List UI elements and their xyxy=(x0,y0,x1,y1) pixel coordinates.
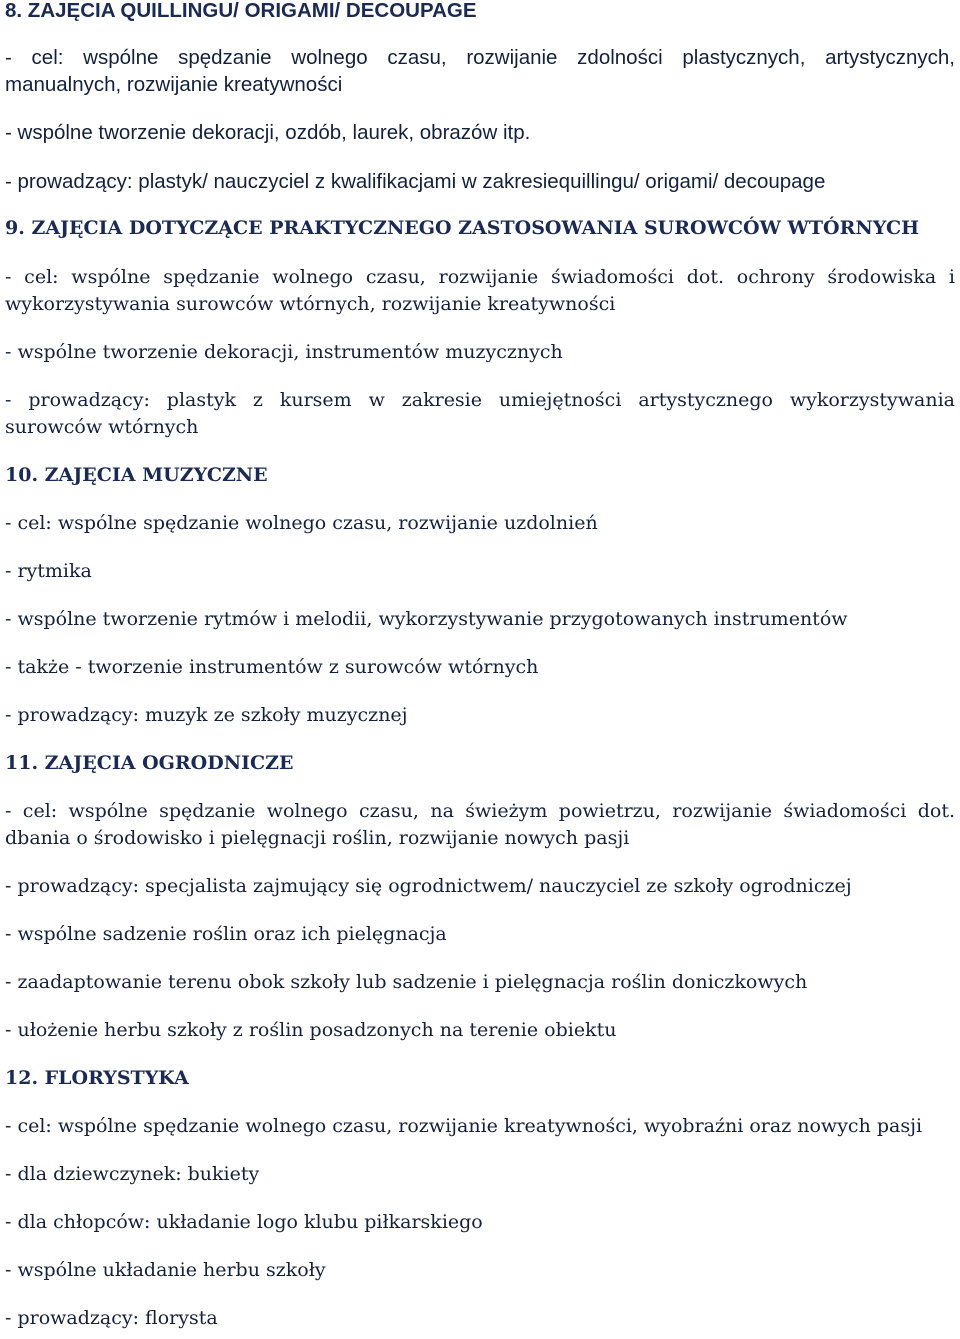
section-10-goal: - cel: wspólne spędzanie wolnego czasu, rozwijanie uzdolnień xyxy=(5,512,598,534)
section-10-also: - także - tworzenie instrumentów z surowców wtórnych xyxy=(5,656,539,678)
section-12-instructor: - prowadzący: florysta xyxy=(5,1307,218,1329)
section-heading-10: 10. ZAJĘCIA MUZYCZNE xyxy=(5,464,268,486)
section-10-instructor: - prowadzący: muzyk ze szkoły muzycznej xyxy=(5,704,408,726)
section-9-goal-line1: - cel: wspólne spędzanie wolnego czasu, rozwijanie świadomości dot. ochrony środowiska i xyxy=(5,266,955,288)
section-10-rhythm: - rytmika xyxy=(5,560,92,582)
section-8-goal-line2: manualnych, rozwijanie kreatywności xyxy=(5,73,343,96)
section-9-activity: - wspólne tworzenie dekoracji, instrumentów muzycznych xyxy=(5,341,563,363)
section-9-goal-line2: wykorzystywania surowców wtórnych, rozwijanie kreatywności xyxy=(5,293,616,315)
section-12-girls: - dla dziewczynek: bukiety xyxy=(5,1163,260,1185)
section-11-instructor: - prowadzący: specjalista zajmujący się ogrodnictwem/ nauczyciel ze szkoły ogrodniczej xyxy=(5,875,852,897)
section-12-boys: - dla chłopców: układanie logo klubu piłkarskiego xyxy=(5,1211,483,1233)
section-11-goal-line1: - cel: wspólne spędzanie wolnego czasu, na świeżym powietrzu, rozwijanie świadomości dot. xyxy=(5,800,955,822)
section-8-activity: - wspólne tworzenie dekoracji, ozdób, laurek, obrazów itp. xyxy=(5,121,531,144)
section-heading-9: 9. ZAJĘCIA DOTYCZĄCE PRAKTYCZNEGO ZASTOSOWANIA SUROWCÓW WTÓRNYCH xyxy=(5,217,920,239)
section-heading-8: 8. ZAJĘCIA QUILLINGU/ ORIGAMI/ DECOUPAGE xyxy=(5,0,477,22)
section-9-instructor-line1: - prowadzący: plastyk z kursem w zakresie umiejętności artystycznego wykorzystywania xyxy=(5,389,955,411)
section-12-goal: - cel: wspólne spędzanie wolnego czasu, rozwijanie kreatywności, wyobraźni oraz nowych pasji xyxy=(5,1115,923,1137)
section-heading-11: 11. ZAJĘCIA OGRODNICZE xyxy=(5,752,294,774)
section-12-crest: - wspólne układanie herbu szkoły xyxy=(5,1259,326,1281)
section-11-goal-line2: dbania o środowisko i pielęgnacji roślin, rozwijanie nowych pasji xyxy=(5,827,630,849)
section-9-instructor-line2: surowców wtórnych xyxy=(5,416,199,438)
section-8-goal-line1: - cel: wspólne spędzanie wolnego czasu, rozwijanie zdolności plastycznych, artystycznych, xyxy=(5,46,955,69)
section-11-terrain: - zaadaptowanie terenu obok szkoły lub sadzenie i pielęgnacja roślin doniczkowych xyxy=(5,971,808,993)
section-8-instructor: - prowadzący: plastyk/ nauczyciel z kwalifikacjami w zakresiequillingu/ origami/ decoupage xyxy=(5,170,826,193)
section-heading-12: 12. FLORYSTYKA xyxy=(5,1067,189,1089)
section-10-activity: - wspólne tworzenie rytmów i melodii, wykorzystywanie przygotowanych instrumentów xyxy=(5,608,848,630)
section-11-planting: - wspólne sadzenie roślin oraz ich pielęgnacja xyxy=(5,923,447,945)
section-11-crest: - ułożenie herbu szkoły z roślin posadzonych na terenie obiektu xyxy=(5,1019,617,1041)
